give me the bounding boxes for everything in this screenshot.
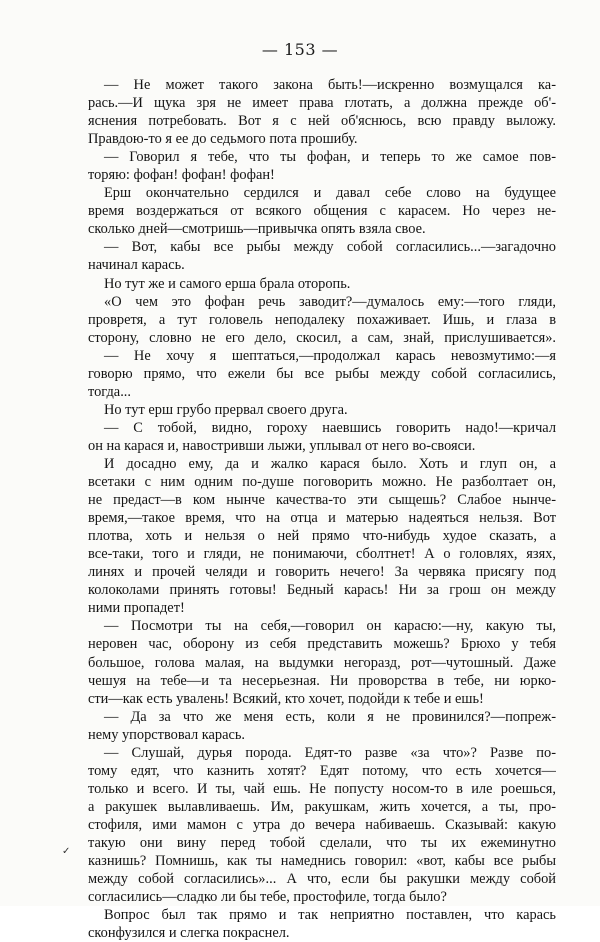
text-line: Правдою-то я ее до седьмого пота прошибу. (88, 131, 358, 148)
text-line: не предаст—в ком нынче качества-то эти сыщешь? Слабое нынче- (88, 492, 556, 509)
text-line: — Не может такого закона быть!—искренно возмущался ка- (104, 77, 556, 93)
text-line: казнишь? Помнишь, как ты намеднись говорил: «вот, кабы все рыбы (88, 853, 556, 870)
text-line: Ерш окончательно сердился и давал себе слово на будущее (104, 185, 556, 202)
text-line: он на карася и, навостривши лыжи, уплывал от него во-свояси. (88, 437, 476, 454)
text-line: — Посмотри ты на себя,—говорил он карасю:—ну, какую ты, (104, 618, 556, 635)
text-line: время,—такое время, что на отца и матерью надеяться нельзя. Вот (88, 510, 556, 527)
text-line: нему упорствовал карась. (88, 726, 246, 743)
text-line: — Говорил я тебе, что ты фофан, и теперь то же самое пов- (104, 149, 556, 166)
text-line: И досадно ему, да и жалко карася было. Хоть и глуп он, а (104, 455, 556, 472)
text-line: «О чем это фофан речь заводит?—думалось ему:—того гляди, (104, 293, 556, 310)
text-line: сторону, словно не его дело, скосил, а сам, знай, прислушивается». (88, 329, 556, 346)
text-line: колоколами принять готовы! Бедный карась! Ни за грош он между (88, 582, 556, 599)
text-line: согласились—сладко ли бы тебе, простофиле, тогда было? (88, 889, 447, 906)
text-line: все-таки, того и гляди, не понимаючи, сболтнет! А о головлях, язях, (88, 546, 556, 563)
text-line: — Да за что же меня есть, коли я не провинился?—попреж- (104, 708, 556, 725)
text-line: яснения потребовать. Вот я с ней об'яснюсь, всю правду выложу. (88, 113, 556, 130)
text-line: стофиля, ими мамон с утра до вечера набиваешь. Сказывай: какую (88, 816, 556, 833)
text-line: ними пропадет! (88, 600, 185, 617)
text-line: — Не хочу я шептаться,—продолжал карась невозмутимо:—я (104, 347, 556, 364)
text-line: — Вот, кабы все рыбы между собой согласились...—загадочно (104, 239, 556, 256)
page-number: — 153 — (261, 40, 339, 59)
text-line: Но тут ерш грубо прервал своего друга. (104, 401, 348, 418)
text-line: говорю прямо, что ежели бы все рыбы между собой согласились, (88, 365, 556, 382)
text-line: — С тобой, видно, гороху наевшись говорить надо!—кричал (104, 419, 556, 436)
printed-dot-mark: ✓ (62, 846, 71, 857)
text-line: сти—как есть увалень! Всякий, кто хочет, подойди к тебе и ешь! (88, 690, 484, 707)
text-line: провретя, а тут головель неподалеку похаживает. Ишь, и глаза в (88, 311, 556, 328)
text-line: начинал карась. (88, 257, 185, 274)
text-line: тогда... (88, 383, 131, 400)
text-line: чешуя на тебе—и та несерьезная. Ни проворства в тебе, ни юрко- (88, 672, 556, 689)
text-line: большое, голова малая, на выдумки негоразд, рот—чутошный. Даже (88, 654, 556, 671)
text-line: неровен час, оборону из себя представить можешь? Брюхо у тебя (88, 636, 556, 653)
text-line: только и всего. И ты, чай ешь. Не попусту носом-то в иле роешься, (88, 780, 556, 797)
text-line: сколько дней—смотришь—привычка опять взяла свое. (88, 221, 426, 238)
text-line: сконфузился и слегка покраснел. (88, 925, 290, 942)
text-line: тому едят, что казнить хотят? Едят потому, что есть хочется— (88, 762, 556, 779)
text-line: время воздержаться от всякого общения с карасем. Но через не- (88, 203, 556, 220)
text-line: всетаки с ним одним по-душе поговорить можно. Не разболтает он, (88, 474, 556, 491)
text-line: рась.—И щука зря не имеет права глотать, а должна прежде об'- (88, 95, 556, 112)
body-text (88, 76, 556, 942)
text-line: торяю: фофан! фофан! фофан! (88, 167, 275, 184)
text-line: между собой согласились»... А что, если бы ракушки между собой (88, 871, 556, 888)
text-line: Вопрос был так прямо и так неприятно поставлен, что карась (104, 907, 556, 924)
text-line: а ракушек вылавливаешь. Им, ракушкам, жить хочется, а ты, про- (88, 798, 556, 815)
text-line: Но тут же и самого ерша брала оторопь. (104, 275, 351, 292)
text-line: — Слушай, дурья порода. Едят-то разве «за что»? Разве по- (104, 744, 556, 761)
text-line: плотва, хоть и нельзя о ней прямо что-нибудь худое сказать, а (88, 528, 556, 545)
text-line: такую они вину перед тобой сделали, что ты их ежеминутно (88, 834, 556, 851)
text-line: линях и прочей челяди и говорить нечего! За червяка присягу под (88, 564, 556, 581)
